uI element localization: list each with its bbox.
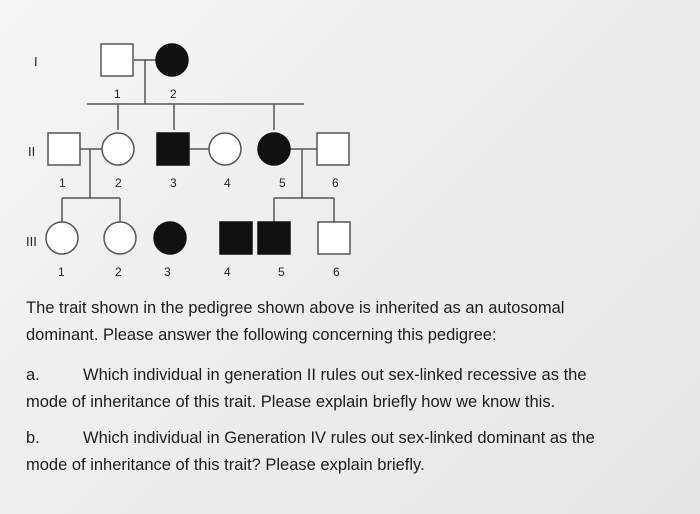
generation-label-III: III [26,234,37,249]
individual-I-1 [101,44,133,76]
intro-line: dominant. Please answer the following concerning this pedigree: [26,326,497,344]
individual-II-6 [317,133,349,165]
question-line: Which individual in generation II rules out sex-linked recessive as the [83,366,587,384]
individual-number: 4 [224,265,231,279]
individual-number: 2 [115,176,122,190]
individual-III-6 [318,222,350,254]
generation-label-I: I [34,54,38,69]
individual-III-3 [154,222,186,254]
question-line: mode of inheritance of this trait? Please explain briefly. [26,456,425,474]
individual-II-2 [102,133,134,165]
individual-number: 5 [279,176,286,190]
intro-paragraph [26,295,686,349]
individual-number: 5 [278,265,285,279]
individual-number: 3 [170,176,177,190]
question-line: Which individual in Generation IV rules out sex-linked dominant as the [83,429,595,447]
individual-II-5 [258,133,290,165]
individual-III-2 [104,222,136,254]
question-letter: b. [26,429,40,447]
individual-number: 4 [224,176,231,190]
question-b [26,425,686,479]
individual-number: 1 [58,265,65,279]
question-letter: a. [26,366,40,384]
individual-III-5 [258,222,290,254]
individual-II-1 [48,133,80,165]
question-a [26,362,686,416]
individual-I-2 [156,44,188,76]
individual-number: 2 [170,87,177,101]
generation-label-II: II [28,144,36,159]
individual-II-4 [209,133,241,165]
question-line: mode of inheritance of this trait. Please explain briefly how we know this. [26,393,556,411]
individual-II-3 [157,133,189,165]
individual-III-4 [220,222,252,254]
intro-line: The trait shown in the pedigree shown above is inherited as an autosomal [26,299,565,317]
individual-number: 3 [164,265,171,279]
individual-number: 2 [115,265,122,279]
individual-number: 6 [333,265,340,279]
individual-number: 1 [114,87,121,101]
individual-III-1 [46,222,78,254]
individual-number: 6 [332,176,339,190]
question-text-block [26,295,686,488]
individual-number: 1 [59,176,66,190]
